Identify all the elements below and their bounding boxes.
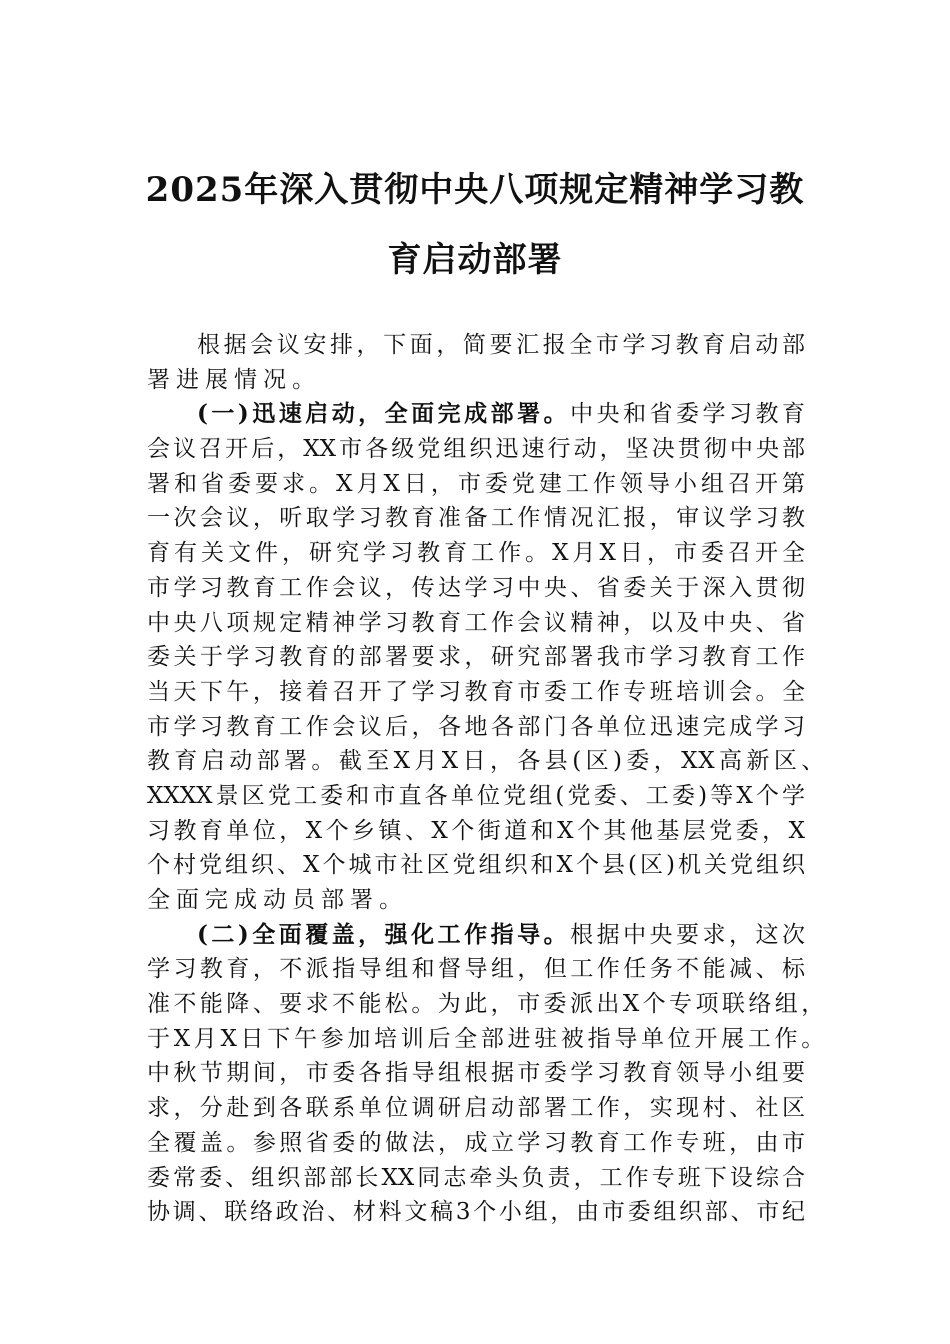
line-text: 署进展情况。 [147,366,321,393]
line-text: 教育启动部署。截至X月X日，各县(区)委，XX高新区、 [147,748,825,775]
line-text: 市学习教育工作会议，传达学习中央、省委关于深入贯彻 [147,574,805,601]
line-text: 育有关文件，研究学习教育工作。X月X日，市委召开全 [147,540,805,567]
text-line [147,1161,805,1196]
line-text: 中央八项规定精神学习教育工作会议精神，以及中央、省 [147,609,805,636]
text-line [147,848,805,883]
line-text: 委常委、组织部部长XX同志牵头负责，工作专班下设综合 [147,1164,805,1191]
text-line [147,1091,805,1126]
text-line [147,571,805,606]
text-line [147,363,805,398]
text-line [147,710,805,745]
text-line [147,675,805,710]
line-text: 市学习教育工作会议后，各地各部门各单位迅速完成学习 [147,713,805,740]
text-line [147,1022,825,1057]
line-text: 于X月X日下午参加培训后全部进驻被指导单位开展工作。 [147,1025,825,1052]
text-line [147,883,805,918]
line-text: 协调、联络政治、材料文稿3个小组，由市委组织部、市纪 [147,1199,805,1226]
text-line [147,1195,805,1230]
text-line [147,328,805,363]
text-line [147,501,805,536]
line-text: 学习教育，不派指导组和督导组，但工作任务不能减、标 [147,956,805,983]
line-text: 会议召开后，XX市各级党组织迅速行动，坚决贯彻中央部 [147,436,805,463]
text-line [147,1056,805,1091]
line-text: 一次会议，听取学习教育准备工作情况汇报，审议学习教 [147,505,805,532]
text-line [147,432,805,467]
text-line [147,814,805,849]
text-line [147,536,805,571]
text-line [147,918,805,953]
line-text: 习教育单位，X个乡镇、X个街道和X个其他基层党委，X [147,817,805,844]
line-text: 当天下午，接着召开了学习教育市委工作专班培训会。全 [147,678,805,705]
text-line [147,1126,805,1161]
text-line [147,467,805,502]
line-text: 个村党组织、X个城市社区党组织和X个县(区)机关党组织 [147,852,805,879]
text-line [147,606,805,641]
line-text: 中央和省委学习教育 [570,401,806,428]
document-title-line-2: 育启动部署 [387,240,563,280]
line-text: 委关于学习教育的部署要求，研究部署我市学习教育工作 [147,644,805,671]
line-text: 全覆盖。参照省委的做法，成立学习教育工作专班，由市 [147,1129,805,1156]
line-text: 全面完成动员部署。 [147,887,408,913]
text-line [147,987,825,1022]
section-heading: (二)全面覆盖，强化工作指导。 [197,920,571,948]
text-line [147,952,805,987]
line-text: 求，分赴到各联系单位调研启动部署工作，实现村、社区 [147,1095,805,1122]
line-text: XXXX景区党工委和市直各单位党组(党委、工委)等X个学 [147,782,805,809]
text-line [147,744,825,779]
document-title-line-1: 2025年深入贯彻中央八项规定精神学习教 [145,170,805,210]
section-heading: (一)迅速启动，全面完成部署。 [197,400,571,428]
text-line [147,640,805,675]
line-text: 根据中央要求，这次 [570,921,806,948]
text-line [147,779,805,814]
line-text: 准不能降、要求不能松。为此，市委派出X个专项联络组， [147,991,825,1018]
line-text: 中秋节期间，市委各指导组根据市委学习教育领导小组要 [147,1060,805,1087]
line-text: 根据会议安排，下面，简要汇报全市学习教育启动部 [197,332,805,358]
text-line [147,397,805,432]
line-text: 署和省委要求。X月X日，市委党建工作领导小组召开第 [147,470,805,497]
document-body [147,328,825,1230]
